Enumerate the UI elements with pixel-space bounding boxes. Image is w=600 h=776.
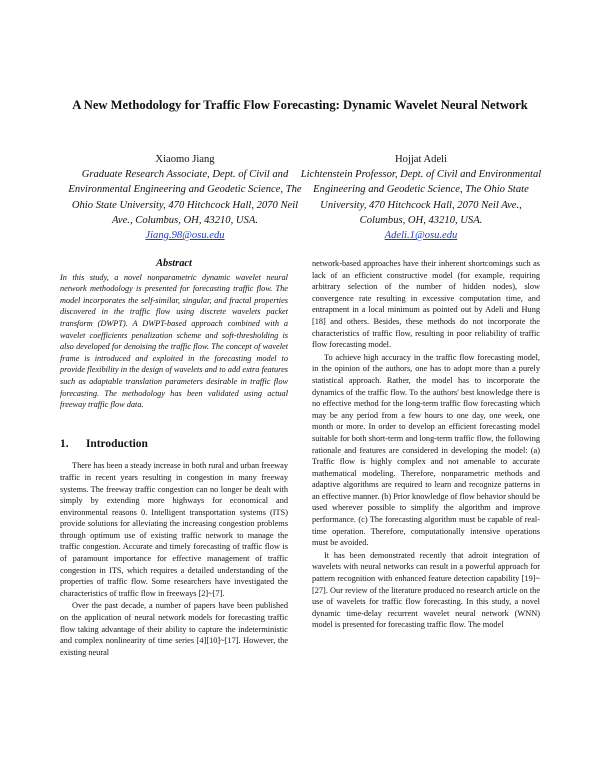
section-number: 1.	[60, 437, 69, 450]
author-affiliation: Lichtenstein Professor, Dept. of Civil and Environmental Engineering and Geodetic Science, The Ohio State University, 470 Hitchcock Hall, 2070 Neil Ave., Columbus, OH, 43210, USA.	[300, 169, 542, 226]
section-title: Introduction	[86, 437, 148, 450]
paragraph: There has been a steady increase in both rural and urban freeway traffic in recent years resulting in congestion in many freeway systems. The freeway traffic congestion can no longer be dealt with simply by extending more highways for economical and environmental reasons 0. Intelligent transportation systems (ITS) provide solutions for alleviating the increasing congestion problems through optimum use of existing traffic network to manage the traffic congestion. Accurate and timely forecasting of traffic flow is of paramount importance for effective management of traffic congestion in ITS, which requires a detailed understanding of the properties of traffic flow. Some researchers have investigated the characteristics of traffic flow in freeways [2]~[7].	[60, 461, 288, 598]
author-name: Hojjat Adeli	[394, 154, 448, 165]
author-affiliation: Graduate Research Associate, Dept. of Civil and Environmental Engineering and Geodetic Science, The Ohio State University, 470 Hitchcock Hall, 2070 Neil Ave., Columbus, OH, 43210, USA.	[68, 169, 302, 226]
author-name: Xiaomo Jiang	[155, 154, 215, 165]
left-column	[60, 258, 288, 659]
abstract-heading: Abstract	[156, 258, 192, 269]
paragraph: network-based approaches have their inherent shortcomings such as lack of an efficient constructive model (for example, requiring arbitrary selection of the number of hidden nodes), slow convergence rate resulting in excessive computation time, and entrapment in a local minimum as pointed out by Adeli and Hung [18] and others. Besides, these methods do not incorporate the characteristics of traffic flow, resulting in poor reliability of traffic flow forecasting model.	[312, 259, 540, 350]
author-email-link[interactable]: Adeli.1@osu.edu	[384, 230, 458, 242]
author-block-2	[300, 152, 542, 243]
author-block-1	[64, 152, 306, 243]
right-column	[312, 258, 540, 632]
paragraph: To achieve high accuracy in the traffic flow forecasting model, in the opinion of the authors, one has to adopt more than a purely statistical approach. Rather, the model has to incorporate the dynamics of the traffic flow. To the authors' best knowledge there is no effective method for the long-term traffic flow forecasting which may be any period from a few hours to one day, one week, one month or more. In order to develop an efficient forecasting model suitable for both short-term and long-term traffic flow, the following rationale and features are considered in developing the model: (a) Traffic flow is highly complex and not amenable to accurate mathematical modeling. Therefore, nonparametric methods and adaptive algorithms are required to learn and recognize patterns in an effective manner. (b) Prior knowledge of flow behavior should be used wherever possible to simplify the algorithm and improve performance. (c) The forecasting algorithm must be capable of real-time operation. Therefore, computationally intensive operations must be avoided.	[312, 352, 540, 548]
paragraph: It has been demonstrated recently that adroit integration of wavelets with neural networks can result in a powerful approach for pattern recognition with enhanced feature detection capability [19]~[27]. Our review of the literature produced no research article on the use of wavelets for traffic flow forecasting. In this study, a novel dynamic time-delay recurrent wavelet neural network (WNN) model is presented for forecasting traffic flow. The model	[312, 550, 540, 630]
author-email-link[interactable]: Jiang.98@osu.edu	[145, 230, 225, 242]
abstract-text: In this study, a novel nonparametric dynamic wavelet neural network methodology is presented for forecasting traffic flow. The model incorporates the self-similar, singular, and fractal properties discovered in the traffic flow using discrete wavelets packet transform (DWPT). A DWPT-based approach combined with a wavelet coefficients penalization scheme and soft-thresholding is also developed for denoising the traffic flow. The concept of wavelet frame is introduced and exploited in the forecasting model to provide flexibility in the design of wavelets and to add extra features such as adaptable translation parameters desirable in traffic flow forecasting. The methodology has been validated using actual freeway traffic flow data.	[60, 272, 288, 410]
section-heading	[60, 439, 288, 451]
paper-title: A New Methodology for Traffic Flow Forecasting: Dynamic Wavelet Neural Network	[72, 98, 528, 112]
paragraph: Over the past decade, a number of papers have been published on the application of neural network models for forecasting traffic flow taking advantage of their ability to capture the indeterministic and complex nonlinearity of time series [4][10]~[17]. However, the existing neural	[60, 601, 288, 657]
